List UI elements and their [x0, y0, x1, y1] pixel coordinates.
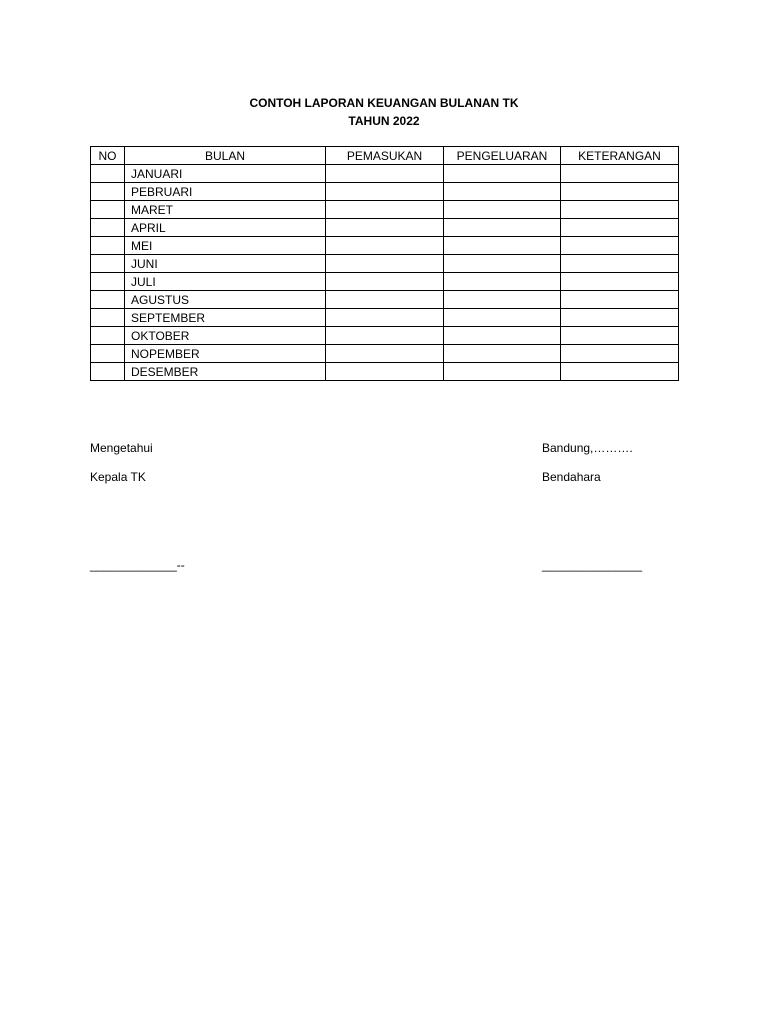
cell-no: [91, 309, 125, 327]
cell-pengeluaran: [444, 291, 561, 309]
cell-pengeluaran: [444, 165, 561, 183]
cell-pengeluaran: [444, 309, 561, 327]
header-no: NO: [91, 147, 125, 165]
cell-pemasukan: [326, 291, 444, 309]
signature-left-label: Mengetahui: [90, 441, 153, 455]
cell-pengeluaran: [444, 273, 561, 291]
cell-keterangan: [561, 291, 679, 309]
cell-keterangan: [561, 345, 679, 363]
cell-bulan: SEPTEMBER: [125, 309, 326, 327]
cell-bulan: NOPEMBER: [125, 345, 326, 363]
cell-bulan: PEBRUARI: [125, 183, 326, 201]
cell-no: [91, 165, 125, 183]
header-bulan: BULAN: [125, 147, 326, 165]
cell-pemasukan: [326, 309, 444, 327]
table-row: [91, 309, 679, 327]
cell-pemasukan: [326, 237, 444, 255]
table-row: [91, 165, 679, 183]
table-row: [91, 201, 679, 219]
cell-bulan: JULI: [125, 273, 326, 291]
cell-pengeluaran: [444, 183, 561, 201]
table-row: [91, 345, 679, 363]
table-row: [91, 183, 679, 201]
cell-keterangan: [561, 219, 679, 237]
cell-keterangan: [561, 327, 679, 345]
cell-keterangan: [561, 237, 679, 255]
signature-right-role: Bendahara: [542, 470, 601, 484]
cell-bulan: AGUSTUS: [125, 291, 326, 309]
table-row: [91, 291, 679, 309]
cell-no: [91, 345, 125, 363]
table-row: [91, 255, 679, 273]
table-row: [91, 363, 679, 381]
cell-no: [91, 219, 125, 237]
document-subtitle-year: TAHUN 2022: [348, 114, 420, 128]
cell-bulan: JANUARI: [125, 165, 326, 183]
cell-pemasukan: [326, 201, 444, 219]
header-keterangan: KETERANGAN: [561, 147, 679, 165]
cell-no: [91, 183, 125, 201]
cell-pemasukan: [326, 327, 444, 345]
table-row: [91, 237, 679, 255]
cell-no: [91, 291, 125, 309]
cell-bulan: DESEMBER: [125, 363, 326, 381]
signature-right-line: _______________: [542, 558, 643, 572]
signature-left-role: Kepala TK: [90, 470, 146, 484]
cell-keterangan: [561, 273, 679, 291]
cell-no: [91, 363, 125, 381]
cell-keterangan: [561, 165, 679, 183]
cell-pemasukan: [326, 363, 444, 381]
cell-pemasukan: [326, 273, 444, 291]
signature-left-line: _____________--: [90, 558, 185, 572]
cell-no: [91, 237, 125, 255]
cell-keterangan: [561, 201, 679, 219]
cell-bulan: APRIL: [125, 219, 326, 237]
header-pemasukan: PEMASUKAN: [326, 147, 444, 165]
cell-keterangan: [561, 255, 679, 273]
cell-no: [91, 255, 125, 273]
cell-no: [91, 327, 125, 345]
cell-pengeluaran: [444, 345, 561, 363]
financial-report-table: [90, 146, 679, 381]
cell-keterangan: [561, 309, 679, 327]
cell-no: [91, 201, 125, 219]
cell-pemasukan: [326, 165, 444, 183]
table-body: [91, 165, 679, 381]
table-header-row: [91, 147, 679, 165]
table-row: [91, 219, 679, 237]
cell-bulan: OKTOBER: [125, 327, 326, 345]
cell-pemasukan: [326, 183, 444, 201]
cell-keterangan: [561, 183, 679, 201]
cell-pemasukan: [326, 345, 444, 363]
cell-pengeluaran: [444, 219, 561, 237]
document-title: CONTOH LAPORAN KEUANGAN BULANAN TK: [249, 96, 519, 110]
cell-bulan: JUNI: [125, 255, 326, 273]
cell-pengeluaran: [444, 237, 561, 255]
cell-pengeluaran: [444, 363, 561, 381]
cell-pemasukan: [326, 219, 444, 237]
cell-pengeluaran: [444, 201, 561, 219]
cell-pemasukan: [326, 255, 444, 273]
header-pengeluaran: PENGELUARAN: [444, 147, 561, 165]
cell-pengeluaran: [444, 327, 561, 345]
table-row: [91, 273, 679, 291]
table-row: [91, 327, 679, 345]
cell-keterangan: [561, 363, 679, 381]
cell-bulan: MEI: [125, 237, 326, 255]
signature-right-place-date: Bandung,……….: [542, 441, 633, 455]
cell-no: [91, 273, 125, 291]
cell-pengeluaran: [444, 255, 561, 273]
cell-bulan: MARET: [125, 201, 326, 219]
